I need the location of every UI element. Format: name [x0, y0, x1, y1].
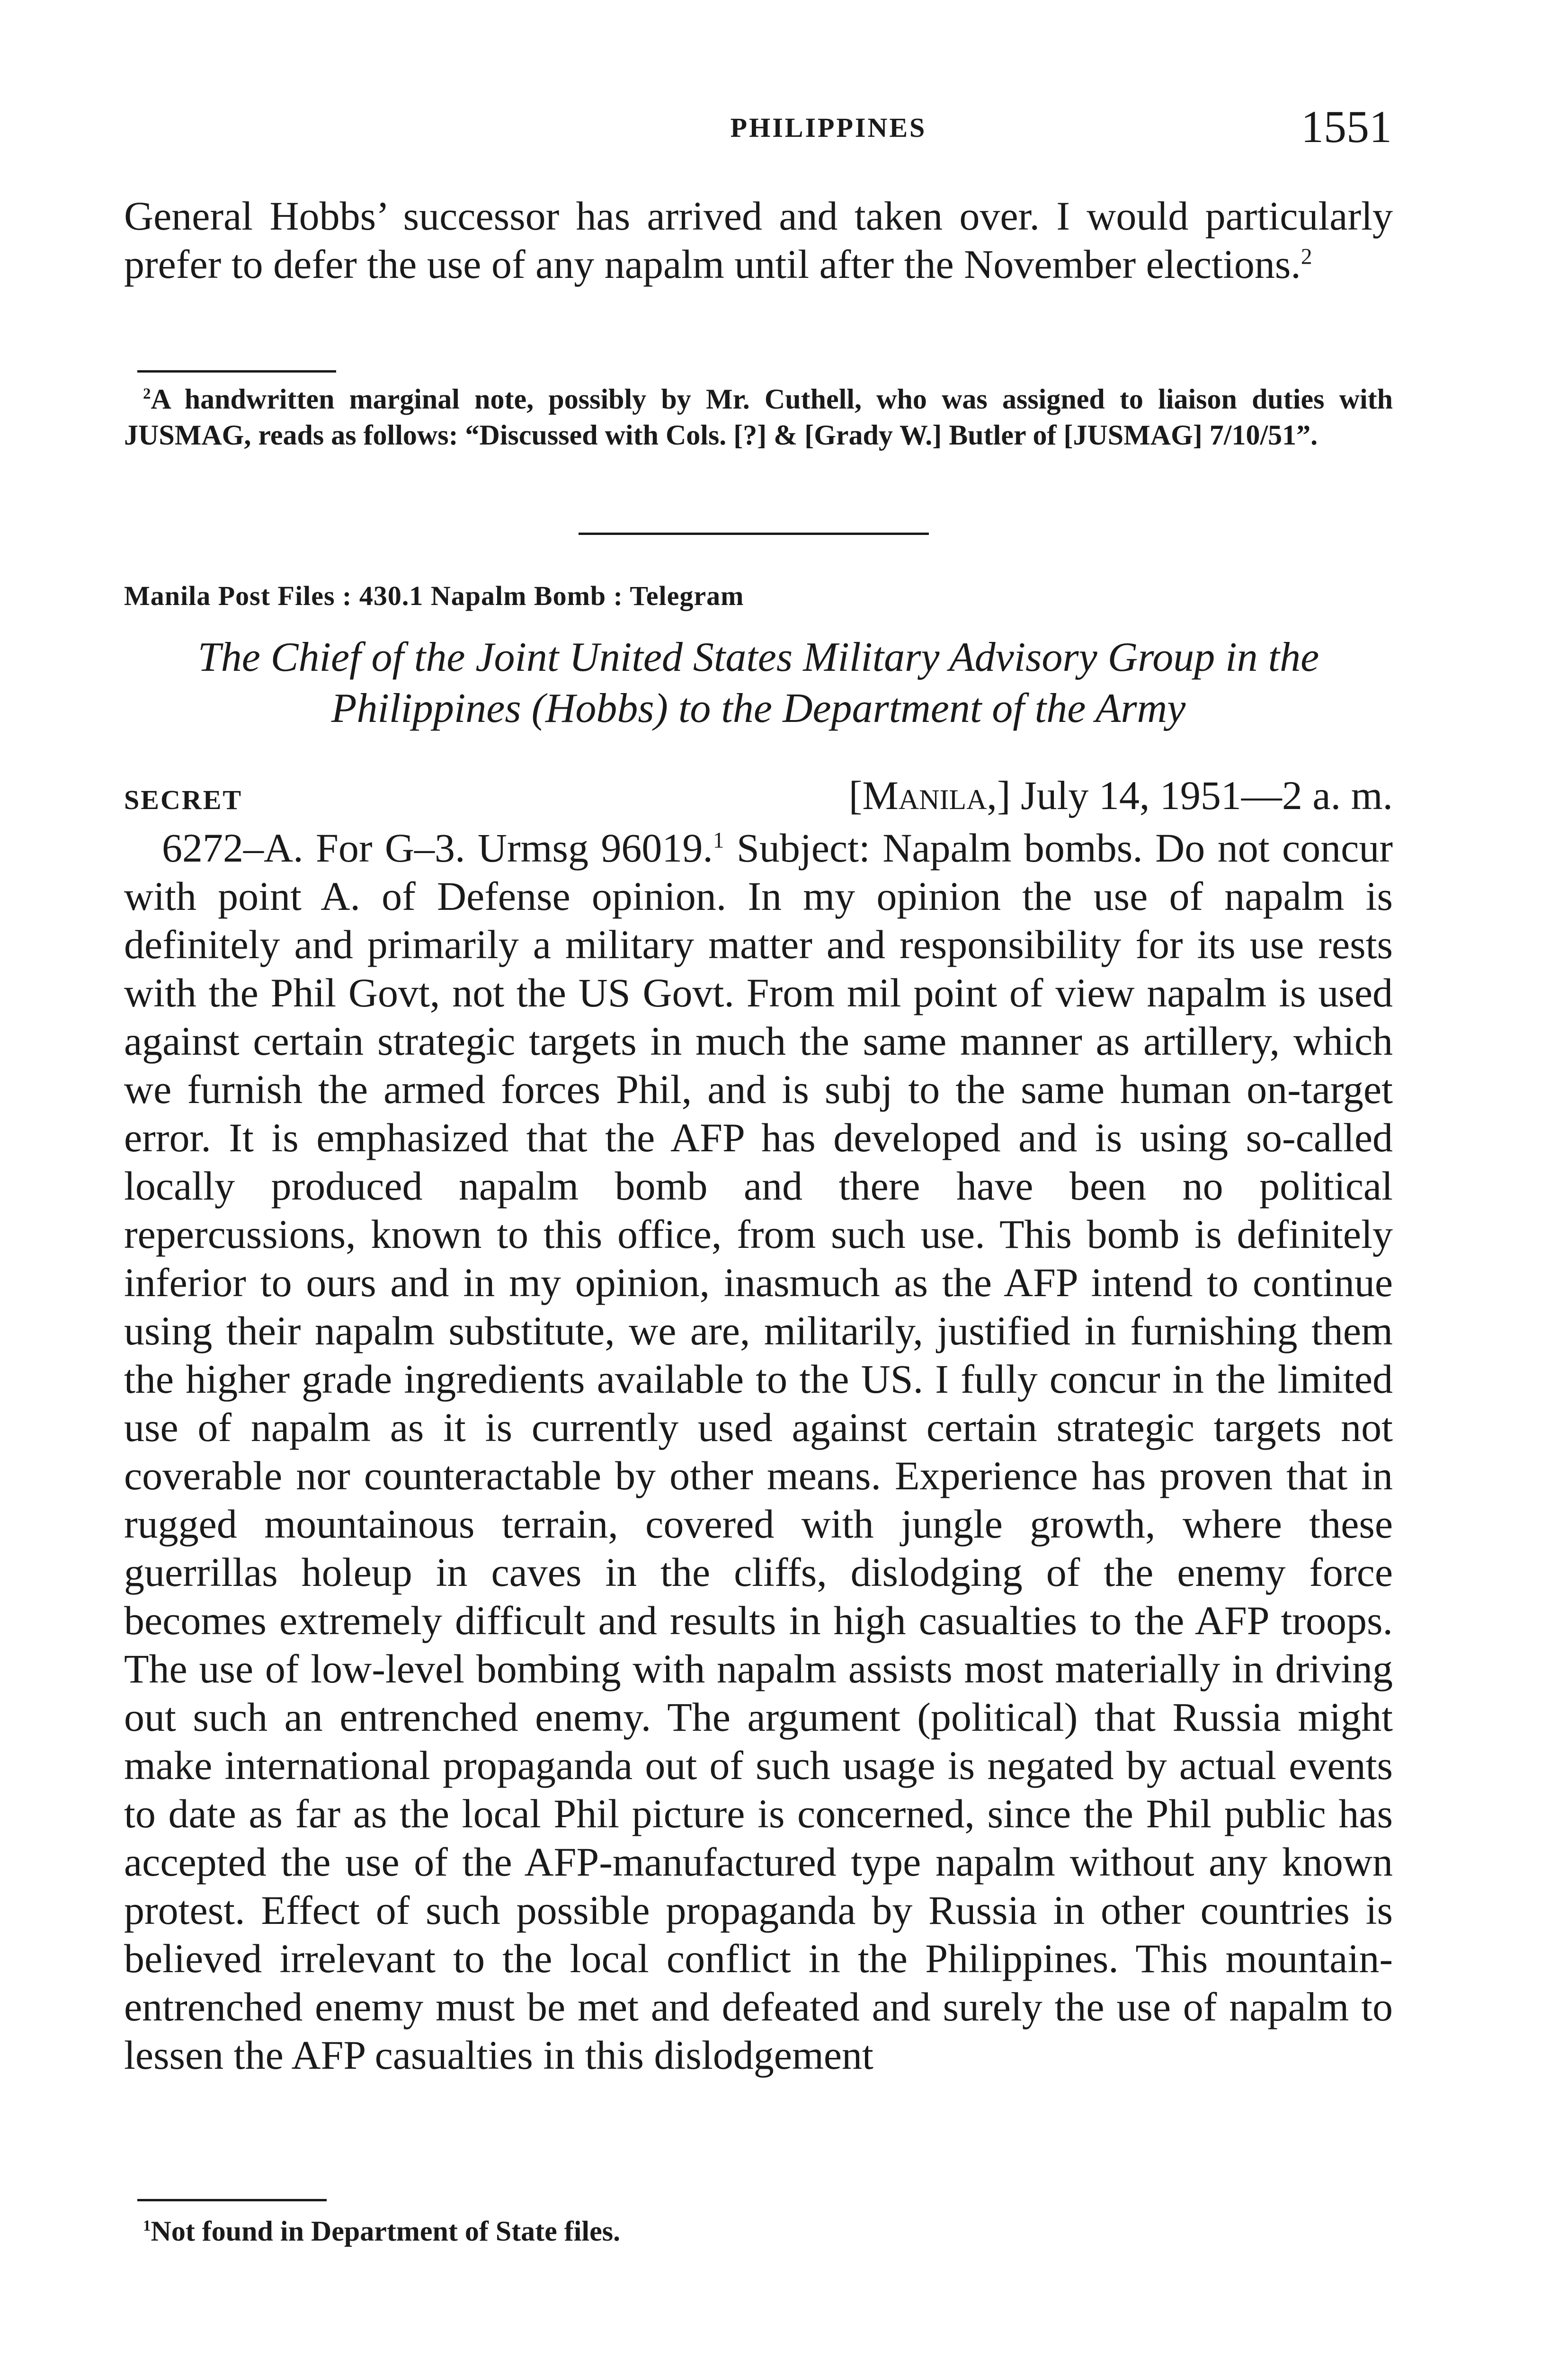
footnote-rule-bottom [137, 2199, 327, 2201]
footnote-2 [124, 381, 1393, 453]
footnote-marker-1: 1 [143, 2217, 151, 2234]
date-bracket-open: [ [848, 773, 863, 818]
footnote-1 [124, 2213, 1393, 2249]
footnote-marker-2: 2 [143, 385, 151, 402]
footnote-ref-2: 2 [1301, 244, 1312, 269]
continuation-text: General Hobbs’ successor has arrived and taken over. I would particularly prefer to defer the use of any napalm until after the November elections. [124, 193, 1393, 287]
body-opening: 6272–A. For G–3. Urmsg 96019. [162, 825, 713, 871]
continuation-paragraph [124, 192, 1393, 288]
date-bracket-close: ] [997, 773, 1011, 818]
footnote-2-text: A handwritten marginal note, possibly by Mr. Cuthell, who was assigned to liaison duties with JUSMAG, reads as follows: “Discussed with Cols. [?] & [Grady W.] Butler of [JUSMAG] 7/10/51”. [124, 383, 1393, 451]
telegram-body [124, 824, 1393, 2079]
footnote-1-text: Not found in Department of State files. [151, 2216, 621, 2247]
footnote-ref-1: 1 [713, 828, 724, 853]
section-divider [579, 533, 929, 535]
document-source [124, 580, 1393, 612]
footnote-rule-top [137, 370, 336, 373]
title-line-2: Philippines (Hobbs) to the Department of the Army [331, 685, 1186, 731]
running-head: PHILIPPINES [730, 112, 927, 143]
title-line-1: The Chief of the Joint United States Military Advisory Group in the [197, 634, 1319, 680]
body-text: Subject: Napalm bombs. Do not concur with point A. of Defense opinion. In my opinion the use of napalm is definitely and primarily a military matter and responsibility for its use rests with the Phil Govt, not the US Govt. From mil point of view napalm is used against certain strategic targets in much the same manner as artillery, which we furnish the armed forces Phil, and is subj to the same human on-target error. It is emphasized that the AFP has developed and is using so-called locally produced napalm bomb and there have been no political repercussions, known to this office, from such use. This bomb is definitely inferior to ours and in my opinion, inasmuch as the AFP intend to continue using their napalm substitute, we are, militarily, justified in furnishing them the higher grade ingredients available to the US. I fully concur in the limited use of napalm as it is currently used against certain strategic targets not coverable nor counteractable by other means. Experience has proven that in rugged mountainous terrain, covered with jungle growth, where these guerrillas holeup in caves in the cliffs, dislodging of the enemy force becomes extremely difficult and results in high casualties to the AFP troops. The use of low-level bombing with napalm assists most materially in driving out such an entrenched enemy. The argument (political) that Russia might make international propaganda out of such usage is negated by actual events to date as far as the local Phil picture is concerned, since the Phil public has accepted the use of the AFP-manufactured type napalm without any known protest. Effect of such possible propaganda by Russia in other countries is believed irrelevant to the local conflict in the Philippines. This mountain-entrenched enemy must be met and defeated and surely the use of napalm to lessen the AFP casualties in this dislodgement [124, 825, 1393, 2078]
source-citation: Manila Post Files : 430.1 Napalm Bomb : Telegram [124, 580, 744, 611]
classification-label: SECRET [124, 784, 243, 815]
date-place [849, 772, 1393, 819]
document-title [124, 632, 1393, 734]
date-place-name: Manila, [862, 773, 997, 818]
date-time: July 14, 1951—2 a. m. [1010, 773, 1393, 818]
dateline [124, 772, 1393, 819]
page-number: 1551 [1301, 101, 1392, 152]
